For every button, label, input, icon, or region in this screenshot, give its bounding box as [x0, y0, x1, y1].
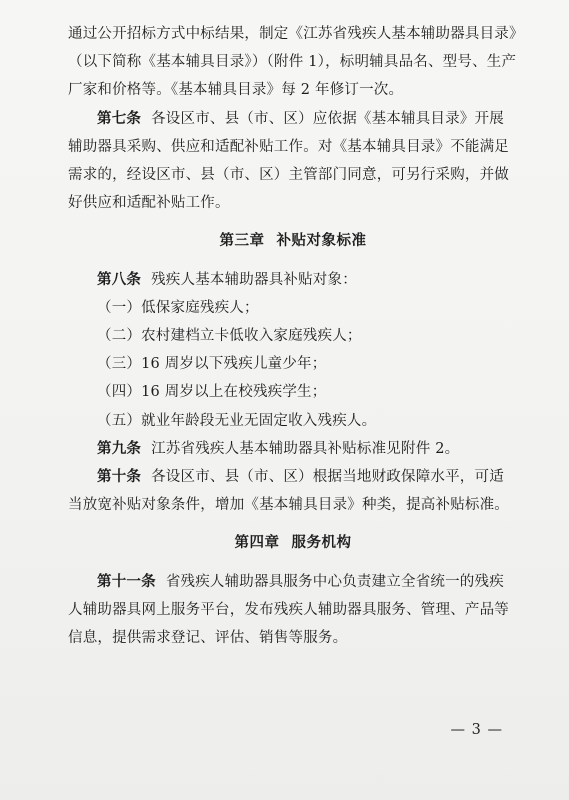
list-item: （一）低保家庭残疾人； — [97, 299, 259, 316]
chapter-title: 服务机构 — [291, 535, 352, 552]
article-label: 第九条 — [97, 440, 142, 457]
article-label: 第十条 — [97, 469, 142, 486]
article-text: 江苏省残疾人基本辅助器具补贴标准见附件 2。 — [151, 440, 460, 457]
chapter-title: 补贴对象标准 — [276, 233, 367, 250]
article-text: 省残疾人辅助器具服务中心负责建立全省统一的残疾人辅助器具网上服务平台，发布残疾人辅助器具服务、管理、产品等信息，提供需求登记、评估、销售等服务。 — [68, 573, 509, 647]
document-body — [68, 20, 518, 652]
chapter-number: 第三章 — [219, 233, 265, 250]
article-label: 第七条 — [97, 110, 142, 127]
chapter-number: 第四章 — [234, 535, 280, 552]
list-item: （三）16 周岁以下残疾儿童少年； — [97, 356, 327, 373]
list-item: （二）农村建档立卡低收入家庭残疾人； — [97, 328, 362, 345]
article-label: 第十一条 — [97, 573, 156, 590]
chapter-4-heading — [68, 529, 518, 557]
article-7 — [68, 105, 518, 218]
chapter-3-heading — [68, 227, 518, 255]
list-item: （五）就业年龄段无业无固定收入残疾人。 — [97, 412, 377, 429]
article-9 — [68, 435, 518, 463]
page-number: — 3 — — [450, 722, 503, 738]
article-11 — [68, 568, 518, 653]
article-text: 残疾人基本辅助器具补贴对象： — [151, 271, 357, 288]
article-text: 各设区市、县（市、区）应依据《基本辅具目录》开展辅助器具采购、供应和适配补贴工作。对《基本辅具目录》不能满足需求的，经设区市、县（市、区）主管部门同意，可另行采购，并做好供应和适配补贴工作。 — [68, 110, 509, 212]
paragraph-art6-continuation: 通过公开招标方式中标结果，制定《江苏省残疾人基本辅助器具目录》（以下简称《基本辅具目录》）（附件 1），标明辅具品名、型号、生产厂家和价格等。《基本辅具目录》每 2 年修订一次。 — [68, 26, 517, 99]
article-10 — [68, 463, 518, 519]
article-8 — [68, 266, 518, 294]
list-item: （四）16 周岁以上在校残疾学生； — [97, 384, 327, 401]
article-label: 第八条 — [97, 271, 142, 288]
article-text: 各设区市、县（市、区）根据当地财政保障水平，可适当放宽补贴对象条件，增加《基本辅具目录》种类，提高补贴标准。 — [68, 469, 509, 514]
